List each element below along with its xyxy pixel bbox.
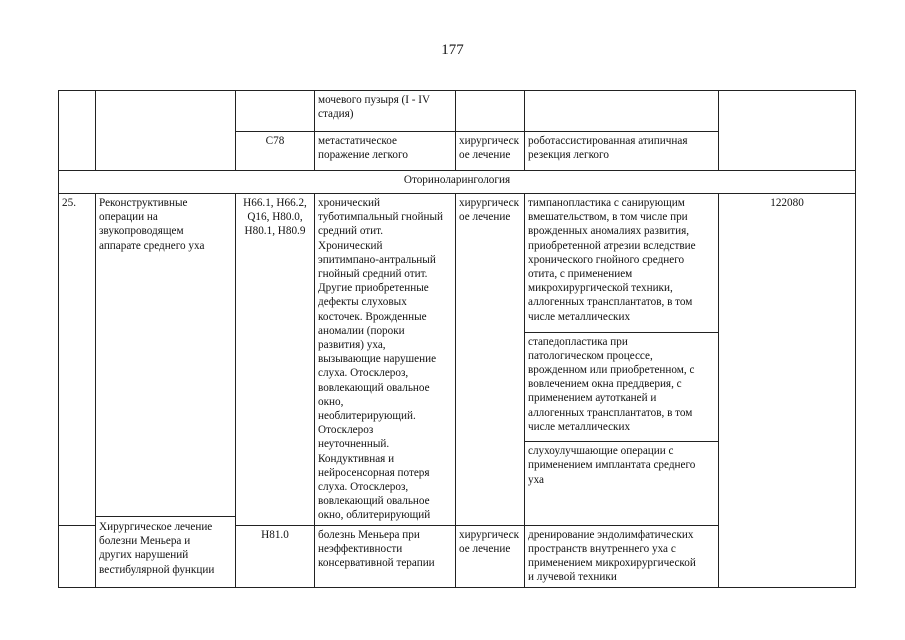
name-cell (96, 91, 236, 171)
method-cell: дренирование эндолимфатических пространств внутреннего уха с применением микрохирургической и лучевой техники (525, 525, 719, 587)
cost-cell: 122080 (719, 194, 856, 588)
treatment-cell: хирургическ ое лечение (456, 525, 525, 587)
table-row (59, 194, 856, 333)
meniere-name: Хирургическое лечение болезни Меньера и других нарушений вестибулярной функции (99, 520, 235, 577)
number-cell (59, 525, 96, 587)
method-cell: стапедопластика при патологическом процессе, врожденном или приобретенном, с вовлечением окна преддверия, с применением аутотканей и аллогенных трансплантатов, в том числе металлических (525, 332, 719, 442)
section-title: Оториноларингология (59, 171, 856, 194)
code-cell: C78 (236, 132, 315, 171)
treatment-cell: хирургическ ое лечение (456, 132, 525, 171)
services-table (58, 90, 856, 588)
section-row (59, 171, 856, 194)
codes-cell: H66.1, H66.2, Q16, H80.0, H80.1, H80.9 (236, 194, 315, 526)
page-number: 177 (441, 42, 464, 58)
cost-cell (719, 91, 856, 171)
method-cell: роботассистированная атипичная резекция легкого (525, 132, 719, 171)
diagnosis-cell: хронический туботимпальный гнойный средний отит. Хронический эпитимпано-антральный гнойный средний отит. Другие приобретенные дефекты слуховых косточек. Врожденные аномалии (пороки развития) уха, вызывающие нарушение слуха. Отосклероз, вовлекающий овальное окно, необлитерирующий. Отосклероз неуточненный. Кондуктивная и нейросенсорная потеря слуха. Отосклероз, вовлекающий овальное окно, облитерирующий (315, 194, 456, 526)
treatment-cell: хирургическ ое лечение (456, 194, 525, 526)
row-number: 25. (59, 194, 96, 526)
table-row (59, 91, 856, 132)
diagnosis-cell: метастатическое поражение легкого (315, 132, 456, 171)
row-divider (95, 516, 236, 517)
code-cell (236, 91, 315, 132)
method-cell (525, 91, 719, 132)
method-cell: слухоулучшающие операции с применением имплантата среднего уха (525, 442, 719, 526)
code-cell: H81.0 (236, 525, 315, 587)
name-cell: Реконструктивные операции на звукопроводящем аппарате среднего уха (96, 194, 236, 588)
diagnosis-cell: мочевого пузыря (I - IV стадия) (315, 91, 456, 132)
number-cell (59, 91, 96, 171)
diagnosis-cell: болезнь Меньера при неэффективности консервативной терапии (315, 525, 456, 587)
method-cell: тимпанопластика с санирующим вмешательством, в том числе при врожденных аномалиях развития, приобретенной атрезии вследствие хронического гнойного среднего отита, с применением микрохирургической техники, аллогенных трансплантатов, в том числе металлических (525, 194, 719, 333)
treatment-cell (456, 91, 525, 132)
